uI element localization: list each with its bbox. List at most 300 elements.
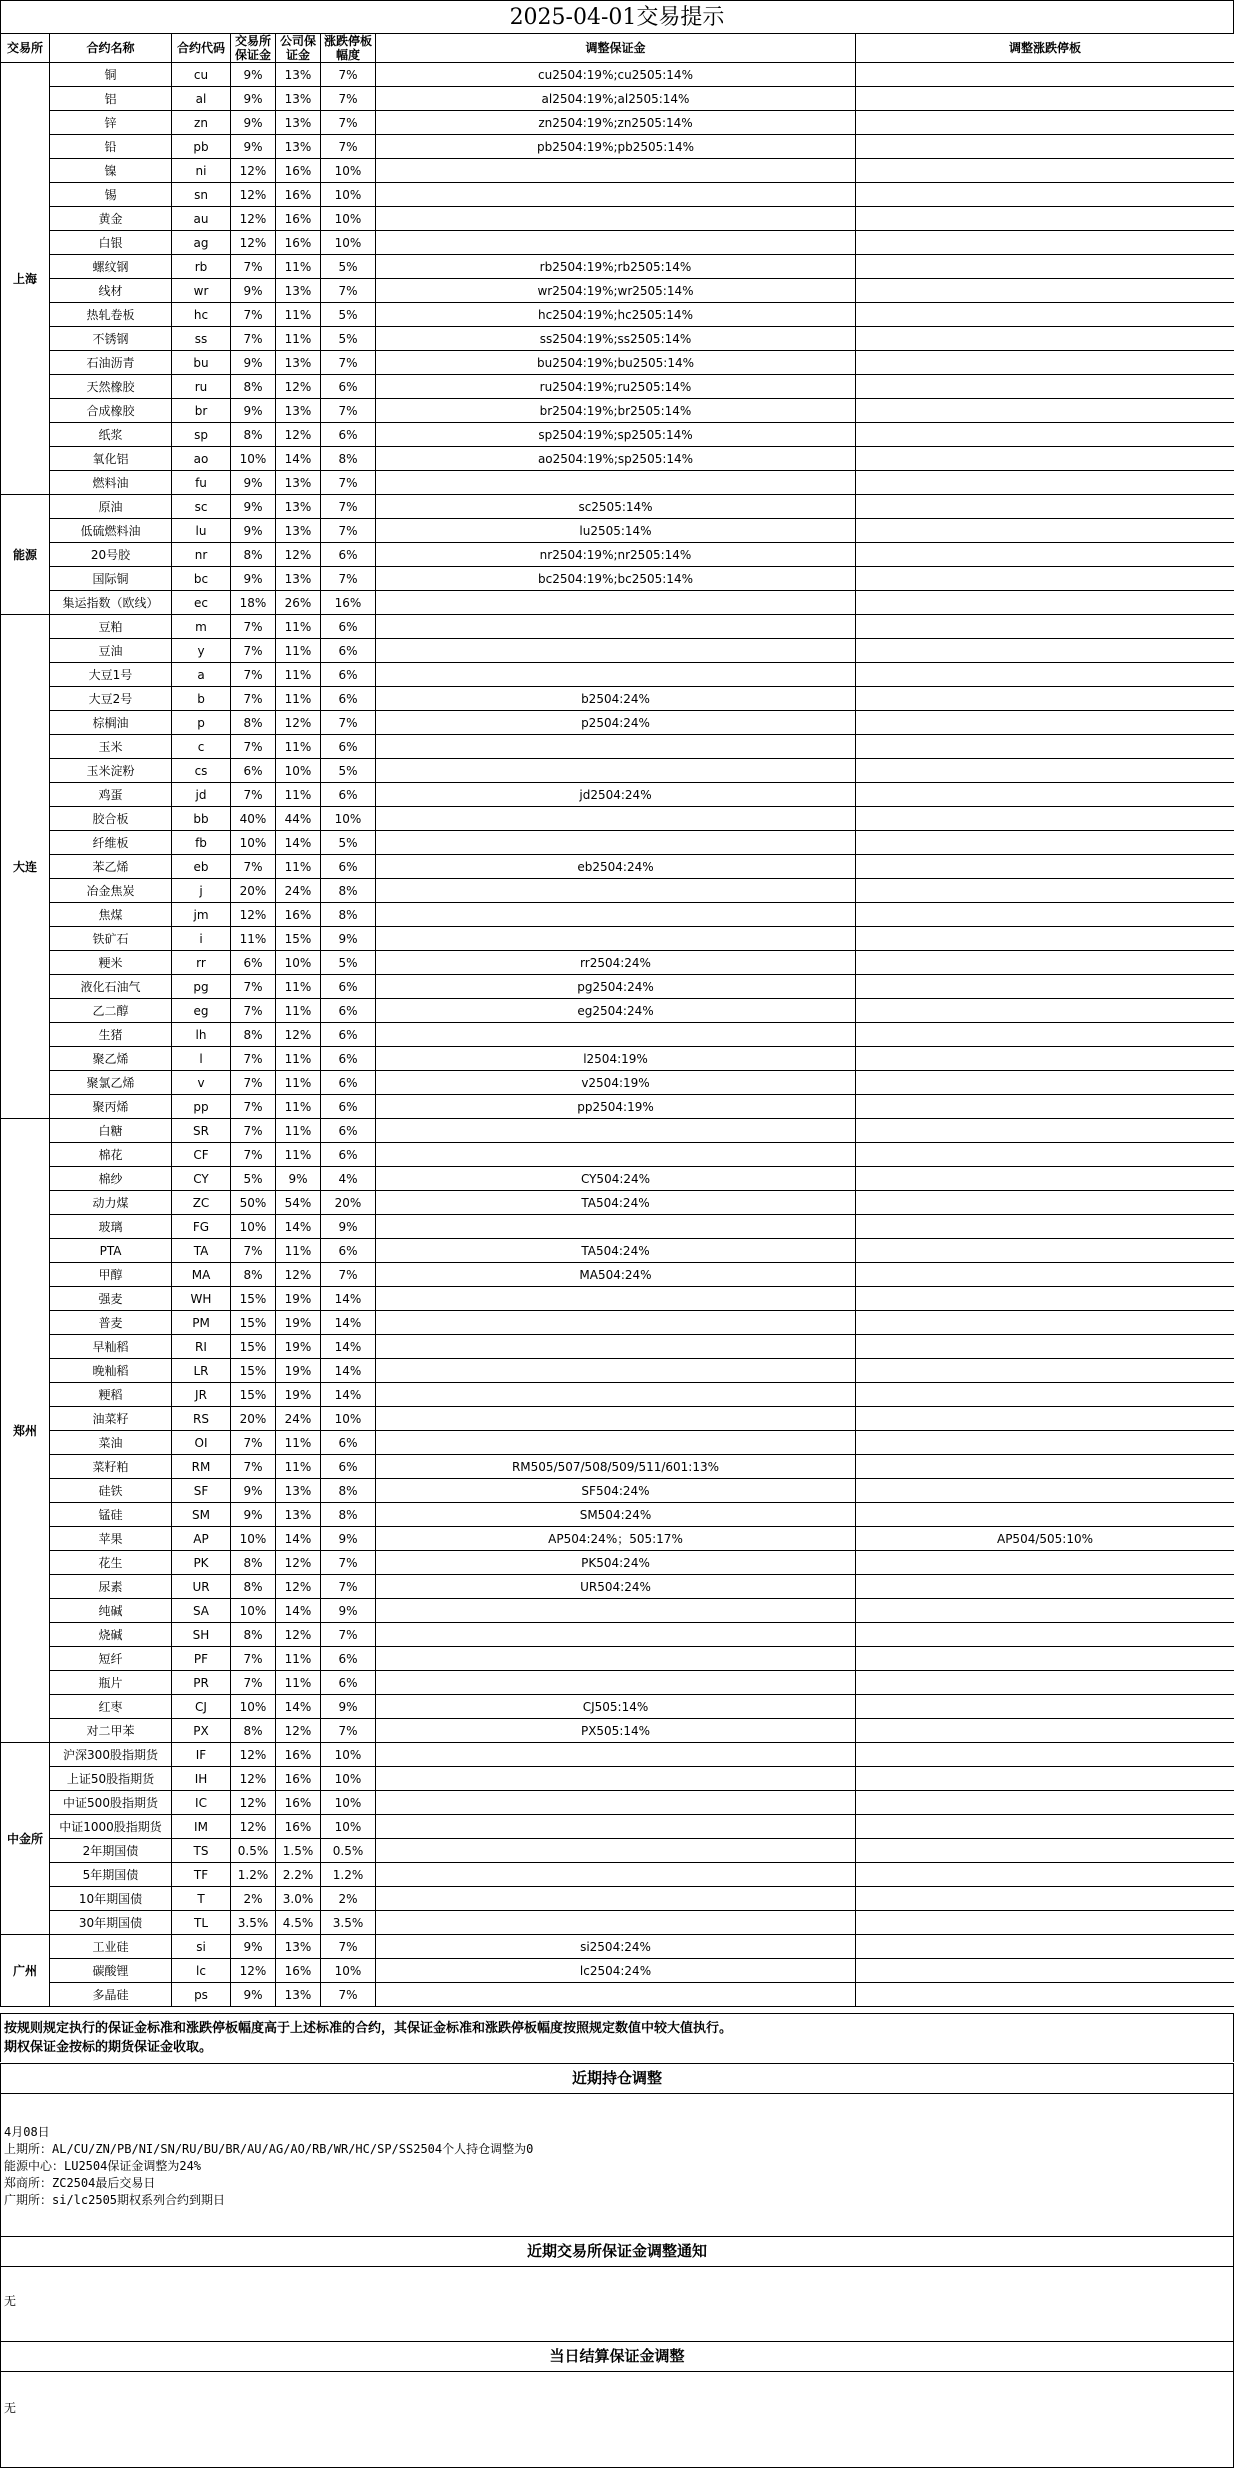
adjusted-margin-cell: cu2504:19%;cu2505:14% (376, 63, 856, 87)
contract-name-cell: 粳稻 (50, 1383, 172, 1407)
adjusted-limit-cell (856, 207, 1234, 231)
adjusted-limit-cell (856, 111, 1234, 135)
contract-code-cell: RS (172, 1407, 231, 1431)
company-margin-cell: 12% (276, 711, 321, 735)
company-margin-cell: 12% (276, 375, 321, 399)
adjusted-limit-cell (856, 519, 1234, 543)
adjusted-margin-cell: TA504:24% (376, 1239, 856, 1263)
price-limit-cell: 6% (321, 663, 376, 687)
price-limit-cell: 7% (321, 1983, 376, 2007)
contract-code-cell: SA (172, 1599, 231, 1623)
adjusted-limit-cell (856, 903, 1234, 927)
price-limit-cell: 6% (321, 1143, 376, 1167)
contract-code-cell: j (172, 879, 231, 903)
position-line: 广期所：si/lc2505期权系列合约到期日 (4, 2193, 226, 2207)
exchange-margin-cell: 1.2% (231, 1863, 276, 1887)
contract-name-cell: 玻璃 (50, 1215, 172, 1239)
exchange-margin-cell: 15% (231, 1359, 276, 1383)
contract-name-cell: 菜籽粕 (50, 1455, 172, 1479)
company-margin-cell: 13% (276, 279, 321, 303)
contract-code-cell: PM (172, 1311, 231, 1335)
contract-name-cell: 苯乙烯 (50, 855, 172, 879)
adjusted-limit-cell (856, 1623, 1234, 1647)
adjusted-limit-cell (856, 831, 1234, 855)
price-limit-cell: 6% (321, 1119, 376, 1143)
contract-code-cell: rb (172, 255, 231, 279)
adjusted-margin-cell (376, 1599, 856, 1623)
contract-code-cell: CJ (172, 1695, 231, 1719)
company-margin-cell: 12% (276, 1719, 321, 1743)
contract-name-cell: 液化石油气 (50, 975, 172, 999)
company-margin-cell: 16% (276, 1959, 321, 1983)
contract-code-cell: zn (172, 111, 231, 135)
exchange-margin-cell: 8% (231, 1623, 276, 1647)
table-row (1, 1311, 1234, 1335)
adjusted-limit-cell (856, 711, 1234, 735)
price-limit-cell: 6% (321, 1455, 376, 1479)
adjusted-margin-cell (376, 1311, 856, 1335)
company-margin-cell: 13% (276, 495, 321, 519)
adjusted-limit-cell (856, 1911, 1234, 1935)
contract-code-cell: fu (172, 471, 231, 495)
exchange-margin-cell: 8% (231, 1719, 276, 1743)
exchange-margin-cell: 9% (231, 399, 276, 423)
contract-code-cell: fb (172, 831, 231, 855)
table-row (1, 855, 1234, 879)
adjusted-limit-cell (856, 783, 1234, 807)
adjusted-margin-cell: wr2504:19%;wr2505:14% (376, 279, 856, 303)
contract-code-cell: TS (172, 1839, 231, 1863)
contract-code-cell: cu (172, 63, 231, 87)
adjusted-margin-cell: si2504:24% (376, 1935, 856, 1959)
adjusted-margin-cell: hc2504:19%;hc2505:14% (376, 303, 856, 327)
contract-name-cell: 10年期国债 (50, 1887, 172, 1911)
contract-name-cell: 冶金焦炭 (50, 879, 172, 903)
contract-name-cell: 大豆2号 (50, 687, 172, 711)
exchange-margin-cell: 8% (231, 375, 276, 399)
company-margin-cell: 24% (276, 879, 321, 903)
price-limit-cell: 7% (321, 711, 376, 735)
price-limit-cell: 6% (321, 735, 376, 759)
table-row (1, 1743, 1234, 1767)
contract-code-cell: b (172, 687, 231, 711)
company-margin-cell: 11% (276, 1047, 321, 1071)
company-margin-cell: 26% (276, 591, 321, 615)
contract-name-cell: 锌 (50, 111, 172, 135)
table-row (1, 1863, 1234, 1887)
exchange-margin-cell: 12% (231, 183, 276, 207)
price-limit-cell: 6% (321, 1071, 376, 1095)
contract-code-cell: T (172, 1887, 231, 1911)
table-row (1, 399, 1234, 423)
table-row (1, 1263, 1234, 1287)
price-limit-cell: 6% (321, 1671, 376, 1695)
exchange-margin-notice-title: 近期交易所保证金调整通知 (0, 2236, 1234, 2267)
adjusted-limit-cell (856, 399, 1234, 423)
exchange-margin-cell: 9% (231, 63, 276, 87)
adjusted-limit-cell (856, 1359, 1234, 1383)
company-margin-cell: 16% (276, 231, 321, 255)
contract-name-cell: 油菜籽 (50, 1407, 172, 1431)
price-limit-cell: 5% (321, 255, 376, 279)
table-row (1, 1359, 1234, 1383)
adjusted-limit-cell (856, 423, 1234, 447)
company-margin-cell: 16% (276, 1743, 321, 1767)
adjusted-margin-cell: PK504:24% (376, 1551, 856, 1575)
adjusted-limit-cell (856, 687, 1234, 711)
table-header-row (1, 34, 1234, 63)
table-row (1, 1287, 1234, 1311)
adjusted-limit-cell (856, 1383, 1234, 1407)
adjusted-margin-cell (376, 1671, 856, 1695)
company-margin-cell: 9% (276, 1167, 321, 1191)
adjusted-limit-cell (856, 999, 1234, 1023)
price-limit-cell: 8% (321, 1479, 376, 1503)
adjusted-margin-cell: p2504:24% (376, 711, 856, 735)
exchange-name-cell: 能源 (1, 495, 50, 615)
adjusted-margin-cell: rr2504:24% (376, 951, 856, 975)
exchange-margin-cell: 7% (231, 1119, 276, 1143)
adjusted-limit-cell (856, 1191, 1234, 1215)
table-row (1, 159, 1234, 183)
adjusted-limit-cell (856, 1311, 1234, 1335)
contract-name-cell: 烧碱 (50, 1623, 172, 1647)
price-limit-cell: 10% (321, 159, 376, 183)
table-row (1, 207, 1234, 231)
contract-name-cell: 低硫燃料油 (50, 519, 172, 543)
adjusted-limit-cell (856, 1023, 1234, 1047)
price-limit-cell: 9% (321, 1215, 376, 1239)
price-limit-cell: 9% (321, 927, 376, 951)
adjusted-limit-cell (856, 1575, 1234, 1599)
settlement-margin-title: 当日结算保证金调整 (0, 2341, 1234, 2372)
contract-name-cell: 花生 (50, 1551, 172, 1575)
adjusted-margin-cell: PX505:14% (376, 1719, 856, 1743)
table-row (1, 1791, 1234, 1815)
table-row (1, 1671, 1234, 1695)
price-limit-cell: 6% (321, 1431, 376, 1455)
contract-name-cell: 镍 (50, 159, 172, 183)
adjusted-margin-cell: ss2504:19%;ss2505:14% (376, 327, 856, 351)
contract-name-cell: 工业硅 (50, 1935, 172, 1959)
table-row (1, 1839, 1234, 1863)
adjusted-limit-cell (856, 1839, 1234, 1863)
table-row (1, 831, 1234, 855)
contract-name-cell: 豆粕 (50, 615, 172, 639)
contract-name-cell: 棉纱 (50, 1167, 172, 1191)
adjusted-margin-cell (376, 207, 856, 231)
company-margin-cell: 1.5% (276, 1839, 321, 1863)
price-limit-cell: 9% (321, 1599, 376, 1623)
exchange-margin-cell: 7% (231, 1239, 276, 1263)
contract-code-cell: hc (172, 303, 231, 327)
exchange-margin-cell: 12% (231, 1791, 276, 1815)
adjusted-margin-cell (376, 927, 856, 951)
contract-code-cell: RI (172, 1335, 231, 1359)
adjusted-limit-cell (856, 1983, 1234, 2007)
table-row (1, 1599, 1234, 1623)
exchange-margin-cell: 9% (231, 1983, 276, 2007)
table-row (1, 663, 1234, 687)
adjusted-margin-cell: lu2505:14% (376, 519, 856, 543)
rules-note-line: 期权保证金按标的期货保证金收取。 (4, 2040, 213, 2055)
contract-name-cell: 聚丙烯 (50, 1095, 172, 1119)
adjusted-limit-cell (856, 1815, 1234, 1839)
contract-name-cell: 燃料油 (50, 471, 172, 495)
exchange-margin-cell: 5% (231, 1167, 276, 1191)
contract-code-cell: ec (172, 591, 231, 615)
exchange-margin-cell: 15% (231, 1287, 276, 1311)
header-company-margin: 公司保证金 (276, 34, 321, 63)
adjusted-margin-cell: eg2504:24% (376, 999, 856, 1023)
price-limit-cell: 5% (321, 831, 376, 855)
adjusted-limit-cell (856, 1695, 1234, 1719)
exchange-margin-cell: 7% (231, 735, 276, 759)
price-limit-cell: 20% (321, 1191, 376, 1215)
company-margin-cell: 14% (276, 1695, 321, 1719)
company-margin-cell: 11% (276, 639, 321, 663)
table-row (1, 1959, 1234, 1983)
adjusted-margin-cell: bu2504:19%;bu2505:14% (376, 351, 856, 375)
contract-name-cell: 5年期国债 (50, 1863, 172, 1887)
table-row (1, 1071, 1234, 1095)
table-row (1, 1767, 1234, 1791)
exchange-name-cell: 上海 (1, 63, 50, 495)
adjusted-margin-cell (376, 1623, 856, 1647)
contract-code-cell: si (172, 1935, 231, 1959)
adjusted-limit-cell (856, 567, 1234, 591)
table-row (1, 759, 1234, 783)
adjusted-limit-cell (856, 807, 1234, 831)
contract-name-cell: 铁矿石 (50, 927, 172, 951)
table-row (1, 87, 1234, 111)
company-margin-cell: 19% (276, 1287, 321, 1311)
table-row (1, 111, 1234, 135)
table-row (1, 1119, 1234, 1143)
company-margin-cell: 3.0% (276, 1887, 321, 1911)
contract-name-cell: 玉米 (50, 735, 172, 759)
exchange-margin-cell: 10% (231, 831, 276, 855)
company-margin-cell: 11% (276, 1647, 321, 1671)
exchange-margin-cell: 7% (231, 687, 276, 711)
contract-name-cell: 纸浆 (50, 423, 172, 447)
price-limit-cell: 7% (321, 1575, 376, 1599)
contract-name-cell: 鸡蛋 (50, 783, 172, 807)
table-row (1, 1455, 1234, 1479)
contract-code-cell: p (172, 711, 231, 735)
adjusted-margin-cell (376, 591, 856, 615)
adjusted-margin-cell (376, 735, 856, 759)
company-margin-cell: 11% (276, 327, 321, 351)
adjusted-limit-cell (856, 255, 1234, 279)
price-limit-cell: 16% (321, 591, 376, 615)
contract-name-cell: 2年期国债 (50, 1839, 172, 1863)
table-row (1, 423, 1234, 447)
adjusted-limit-cell (856, 1095, 1234, 1119)
adjusted-limit-cell (856, 1671, 1234, 1695)
table-row (1, 1047, 1234, 1071)
contract-code-cell: ZC (172, 1191, 231, 1215)
company-margin-cell: 12% (276, 1023, 321, 1047)
table-row (1, 1407, 1234, 1431)
contract-code-cell: a (172, 663, 231, 687)
exchange-margin-cell: 9% (231, 351, 276, 375)
price-limit-cell: 7% (321, 135, 376, 159)
exchange-margin-cell: 9% (231, 495, 276, 519)
company-margin-cell: 11% (276, 999, 321, 1023)
company-margin-cell: 16% (276, 903, 321, 927)
contract-name-cell: 胶合板 (50, 807, 172, 831)
table-row (1, 1575, 1234, 1599)
contract-name-cell: 纯碱 (50, 1599, 172, 1623)
price-limit-cell: 10% (321, 1407, 376, 1431)
exchange-margin-cell: 15% (231, 1383, 276, 1407)
contract-name-cell: 纤维板 (50, 831, 172, 855)
adjusted-margin-cell (376, 1767, 856, 1791)
exchange-margin-cell: 0.5% (231, 1839, 276, 1863)
contract-code-cell: jm (172, 903, 231, 927)
contract-code-cell: bb (172, 807, 231, 831)
exchange-margin-cell: 12% (231, 1815, 276, 1839)
adjusted-margin-cell: rb2504:19%;rb2505:14% (376, 255, 856, 279)
contract-name-cell: 白糖 (50, 1119, 172, 1143)
exchange-margin-notice-content: 无 (4, 2294, 17, 2308)
exchange-margin-cell: 50% (231, 1191, 276, 1215)
company-margin-cell: 12% (276, 423, 321, 447)
adjusted-limit-cell (856, 879, 1234, 903)
price-limit-cell: 14% (321, 1311, 376, 1335)
company-margin-cell: 2.2% (276, 1863, 321, 1887)
company-margin-cell: 11% (276, 1431, 321, 1455)
table-body (1, 63, 1234, 2007)
contract-name-cell: 石油沥青 (50, 351, 172, 375)
contract-name-cell: 对二甲苯 (50, 1719, 172, 1743)
contract-code-cell: cs (172, 759, 231, 783)
price-limit-cell: 6% (321, 687, 376, 711)
contract-code-cell: c (172, 735, 231, 759)
position-line: 郑商所：ZC2504最后交易日 (4, 2176, 156, 2190)
exchange-margin-cell: 8% (231, 543, 276, 567)
exchange-margin-cell: 7% (231, 1431, 276, 1455)
table-row (1, 351, 1234, 375)
contract-name-cell: 强麦 (50, 1287, 172, 1311)
contract-name-cell: PTA (50, 1239, 172, 1263)
adjusted-limit-cell (856, 1407, 1234, 1431)
contract-code-cell: IH (172, 1767, 231, 1791)
price-limit-cell: 7% (321, 567, 376, 591)
table-row (1, 231, 1234, 255)
price-limit-cell: 6% (321, 1047, 376, 1071)
table-row (1, 783, 1234, 807)
position-adjustment-body (0, 2094, 1234, 2237)
company-margin-cell: 10% (276, 951, 321, 975)
exchange-margin-cell: 20% (231, 879, 276, 903)
contract-name-cell: 白银 (50, 231, 172, 255)
contract-name-cell: 天然橡胶 (50, 375, 172, 399)
table-row (1, 255, 1234, 279)
company-margin-cell: 12% (276, 1263, 321, 1287)
contract-code-cell: i (172, 927, 231, 951)
contract-code-cell: ss (172, 327, 231, 351)
exchange-margin-cell: 9% (231, 135, 276, 159)
price-limit-cell: 9% (321, 1695, 376, 1719)
price-limit-cell: 6% (321, 423, 376, 447)
price-limit-cell: 7% (321, 1263, 376, 1287)
settlement-margin-body (0, 2372, 1234, 2468)
price-limit-cell: 1.2% (321, 1863, 376, 1887)
company-margin-cell: 13% (276, 567, 321, 591)
contract-code-cell: ru (172, 375, 231, 399)
contract-name-cell: 棉花 (50, 1143, 172, 1167)
company-margin-cell: 13% (276, 1479, 321, 1503)
adjusted-margin-cell (376, 1359, 856, 1383)
price-limit-cell: 6% (321, 615, 376, 639)
adjusted-margin-cell: bc2504:19%;bc2505:14% (376, 567, 856, 591)
exchange-margin-cell: 7% (231, 999, 276, 1023)
table-row (1, 687, 1234, 711)
table-row (1, 1431, 1234, 1455)
adjusted-limit-cell (856, 591, 1234, 615)
exchange-margin-cell: 7% (231, 975, 276, 999)
exchange-margin-cell: 7% (231, 855, 276, 879)
price-limit-cell: 6% (321, 375, 376, 399)
exchange-margin-cell: 7% (231, 303, 276, 327)
header-price-limit: 涨跌停板幅度 (321, 34, 376, 63)
contract-name-cell: 沪深300股指期货 (50, 1743, 172, 1767)
adjusted-limit-cell (856, 735, 1234, 759)
contract-code-cell: TA (172, 1239, 231, 1263)
contract-code-cell: CY (172, 1167, 231, 1191)
adjusted-margin-cell: jd2504:24% (376, 783, 856, 807)
adjusted-limit-cell (856, 1647, 1234, 1671)
adjusted-margin-cell (376, 663, 856, 687)
contract-code-cell: ni (172, 159, 231, 183)
price-limit-cell: 7% (321, 471, 376, 495)
contract-code-cell: bc (172, 567, 231, 591)
table-row (1, 303, 1234, 327)
adjusted-limit-cell (856, 1071, 1234, 1095)
company-margin-cell: 13% (276, 135, 321, 159)
company-margin-cell: 13% (276, 1935, 321, 1959)
table-row (1, 1167, 1234, 1191)
contract-name-cell: 合成橡胶 (50, 399, 172, 423)
exchange-name-cell: 广州 (1, 1935, 50, 2007)
company-margin-cell: 16% (276, 183, 321, 207)
exchange-margin-cell: 9% (231, 471, 276, 495)
adjusted-limit-cell (856, 951, 1234, 975)
exchange-margin-cell: 7% (231, 783, 276, 807)
table-row (1, 999, 1234, 1023)
exchange-margin-cell: 7% (231, 1071, 276, 1095)
exchange-margin-cell: 12% (231, 903, 276, 927)
adjusted-limit-cell (856, 1431, 1234, 1455)
adjusted-limit-cell (856, 303, 1234, 327)
contract-name-cell: 20号胶 (50, 543, 172, 567)
position-line: 上期所：AL/CU/ZN/PB/NI/SN/RU/BU/BR/AU/AG/AO/RB/WR/HC/SP/SS2504个人持仓调整为0 (4, 2142, 534, 2156)
company-margin-cell: 13% (276, 1503, 321, 1527)
table-row (1, 1095, 1234, 1119)
adjusted-limit-cell (856, 759, 1234, 783)
adjusted-limit-cell (856, 615, 1234, 639)
company-margin-cell: 24% (276, 1407, 321, 1431)
adjusted-margin-cell: sc2505:14% (376, 495, 856, 519)
adjusted-margin-cell (376, 1863, 856, 1887)
exchange-margin-cell: 9% (231, 567, 276, 591)
company-margin-cell: 11% (276, 1143, 321, 1167)
price-limit-cell: 6% (321, 639, 376, 663)
adjusted-margin-cell: MA504:24% (376, 1263, 856, 1287)
price-limit-cell: 7% (321, 399, 376, 423)
